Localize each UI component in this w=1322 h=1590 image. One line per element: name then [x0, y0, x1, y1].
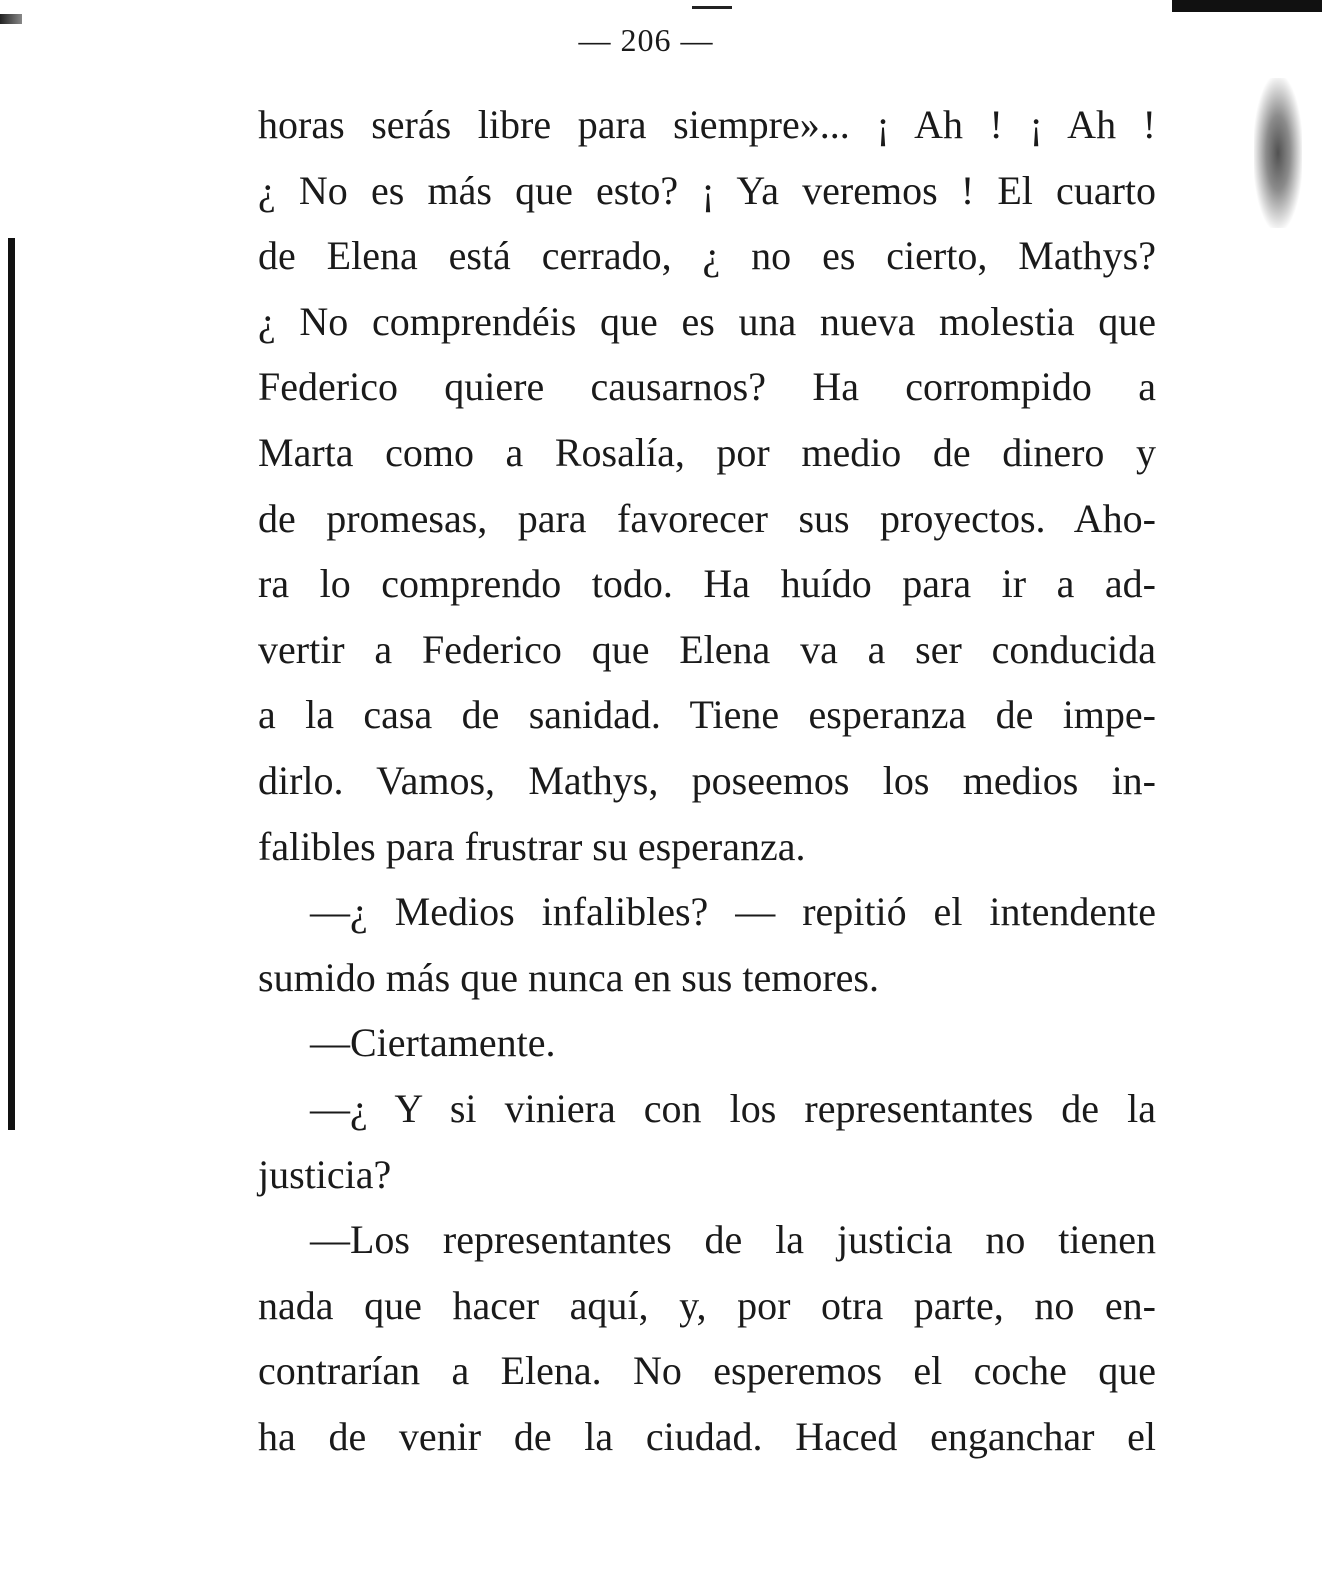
text-line: de promesas, para favorecer sus proyectos. Aho- — [258, 495, 1156, 541]
text-line: a la casa de sanidad. Tiene esperanza de impe- — [258, 692, 1156, 738]
text-line: sumido más que nunca en sus temores. — [258, 954, 879, 1000]
text-line: —Ciertamente. — [310, 1020, 556, 1066]
text-line: dirlo. Vamos, Mathys, poseemos los medios in- — [258, 757, 1156, 803]
text-line: vertir a Federico que Elena va a ser conducida — [258, 626, 1156, 672]
text-line: falibles para frustrar su esperanza. — [258, 823, 806, 869]
page-number: — 206 — — [578, 22, 714, 58]
text-line: ¿ No comprendéis que es una nueva molestia que — [258, 298, 1156, 344]
text-line: ra lo comprendo todo. Ha huído para ir a ad- — [258, 561, 1156, 607]
text-line: horas serás libre para siempre»... ¡ Ah ! ¡ Ah ! — [258, 102, 1156, 147]
scan-binding-bar — [8, 238, 15, 1130]
text-line: —¿ Y si viniera con los representantes de la — [310, 1085, 1156, 1131]
text-line: —¿ Medios infalibles? — repitió el intendente — [310, 889, 1156, 935]
scan-smudge — [1254, 78, 1302, 228]
scan-edge-mark — [1172, 0, 1322, 12]
text-line: de Elena está cerrado, ¿ no es cierto, Mathys? — [258, 233, 1156, 279]
text-line: justicia? — [258, 1151, 392, 1197]
text-line: ¿ No es más que esto? ¡ Ya veremos ! El cuarto — [258, 167, 1156, 213]
text-line: Federico quiere causarnos? Ha corrompido a — [258, 364, 1156, 410]
text-line: —Los representantes de la justicia no tienen — [310, 1217, 1156, 1263]
header-rule — [692, 6, 732, 9]
text-line: nada que hacer aquí, y, por otra parte, no en- — [258, 1282, 1156, 1328]
text-line: contrarían a Elena. No esperemos el coche que — [258, 1348, 1156, 1394]
text-line: Marta como a Rosalía, por medio de dinero y — [258, 429, 1156, 475]
body-text — [258, 92, 1156, 1469]
text-line: ha de venir de la ciudad. Haced enganchar el — [258, 1413, 1156, 1459]
